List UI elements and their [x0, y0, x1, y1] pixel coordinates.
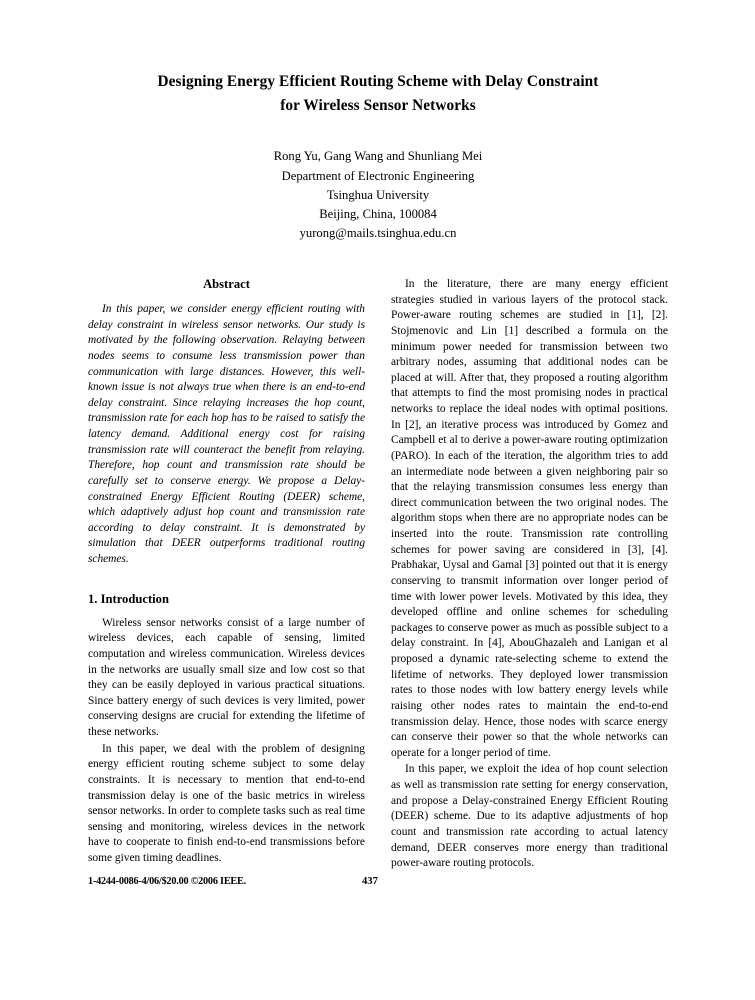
page-number: 437	[361, 876, 378, 887]
contribution-paragraph: In this paper, we exploit the idea of hop count selection as well as transmission rate setting for energy conservation, and propose a Delay-constrained Energy Efficient Routing (DEER) scheme. Due to its adaptive adjustments of hop count and transmission rate according to actual latency demand, DEER conserves more energy than traditional power-aware routing protocols.	[391, 763, 668, 870]
authors-names: Rong Yu, Gang Wang and Shunliang Mei	[273, 149, 483, 164]
intro-paragraph-1: Wireless sensor networks consist of a large number of wireless devices, each capable of sensing, limited computation and wireless communication. Wireless devices in the networks are usually small size and low cost so that they can be easily deployed in various practical situations. Since battery energy of such devices is very limited, power conserving designs are crucial for extending the lifetime of these networks.	[88, 616, 365, 739]
related-work-paragraph: In the literature, there are many energy efficient strategies studied in various layers of the protocol stack. Power-aware routing schemes are studied in [1], [2]. Stojmenovic and Lin [1] described a formula on the minimum power needed for transmission between two arbitrary nodes, assuming that additional nodes can be placed at will. After that, they proposed a routing algorithm that attempts to find the most promising nodes in practical networks to replace the ideal nodes with optimal positions. In [2], an iterative process was introduced by Gomez and Campbell et al to derive a power-aware routing optimization (PARO). In each of the iteration, the algorithm tries to add an intermediate node between a given neighboring pair so that the relaying transmission consumes less energy than direct communication between the two original nodes. The algorithm stops when there are no appropriate nodes can be inserted into the route. Transmission rate controlling schemes for power saving are considered in [3], [4]. Prabhakar, Uysal and Gamal [3] pointed out that it is energy conserving to transmit information over longer period of time with lower power levels. Motivated by this idea, they developed offline and online schemes for scheduling packages to conserve power as much as possible subject to a delay constraint. In [4], AbouGhazaleh and Lanigan et al proposed a dynamic rate-selecting scheme to extend the lifetime of networks. They deployed lower transmission rates to those nodes with low battery energy levels while raising other nodes rates to maintain the end-to-end transmission delay. Hence, those nodes with scarce energy can conserve their power so that the whole networks can operate for a longer period of time.	[391, 278, 668, 759]
page-footer	[88, 876, 668, 887]
author-block	[88, 147, 668, 243]
intro-paragraph-2: In this paper, we deal with the problem of designing energy efficient routing scheme subject to some delay constraints. It is necessary to mention that end-to-end transmission delay is one of the basic metrics in wireless sensor networks. In order to complete tasks such as real time sensing and monitoring, wireless devices in the network have to cooperate to finish end-to-end transmissions before some given timing deadlines.	[88, 742, 365, 865]
title-line-2: for Wireless Sensor Networks	[280, 96, 476, 114]
abstract-heading: Abstract	[203, 277, 250, 292]
abstract-text: In this paper, we consider energy efficient routing with delay constraint in wireless sensor networks. Our study is motivated by the following observation. Relaying between nodes seems to consume less transmission power than communication with large distances. However, this well-known issue is not always true when there is an end-to-end delay constraint. Since relaying increases the hop count, transmission rate for each hop has to be raised to satisfy the latency demand. Additional energy cost for raising transmission rate will counteract the benefit from relaying. Therefore, hop count and transmission rate should be carefully set to conserve energy. We propose a Delay-constrained Energy Efficient Routing (DEER) scheme, which adaptively adjust hop count and transmission rate according to delay constraint. It is demonstrated by simulation that DEER outperforms traditional routing schemes.	[88, 303, 365, 566]
section-heading-introduction: 1. Introduction	[88, 591, 169, 606]
affiliation-department: Department of Electronic Engineering	[281, 168, 475, 183]
author-email: yurong@mails.tsinghua.edu.cn	[299, 225, 457, 240]
paper-content	[88, 70, 668, 872]
two-column-body	[88, 277, 668, 872]
affiliation-address: Beijing, China, 100084	[319, 206, 437, 221]
affiliation-university: Tsinghua University	[326, 187, 430, 202]
copyright-notice: 1-4244-0086-4/06/$20.00 ©2006 IEEE.	[88, 876, 246, 887]
page-title	[102, 70, 654, 117]
left-column	[88, 277, 365, 872]
right-column	[391, 277, 668, 872]
title-line-1: Designing Energy Efficient Routing Scheme with Delay Constraint	[157, 73, 599, 90]
